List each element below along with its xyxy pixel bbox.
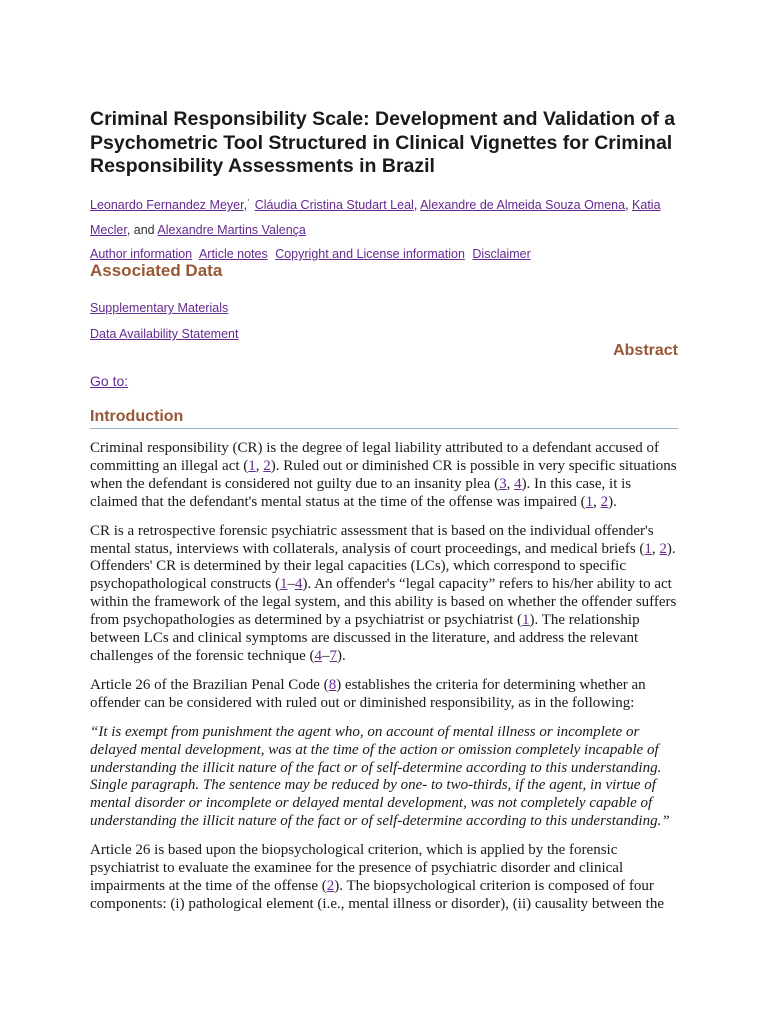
reference-link[interactable]: 4 [514, 475, 522, 492]
reference-link[interactable]: 3 [499, 475, 507, 492]
introduction-heading: Introduction [90, 408, 678, 429]
author-separator: , and [126, 223, 158, 237]
text-run: , [255, 457, 264, 474]
paragraph-2 [90, 523, 680, 666]
author-link-omena[interactable]: Alexandre de Almeida Souza Omena [420, 198, 626, 212]
penal-code-quote: “It is exempt from punishment the agent who, on account of mental illness or incomplete or delayed mental development, was at the time of the action or omission completely incapable of understanding the illicit nature of the fact or of self-determine according to this understanding. Single paragraph. The sentence may be reduced by one- to two-thirds, if the agent, in virtue of mental disorder or incomplete or delayed mental development, was not completely capable of understanding the illicit nature of the fact or of self-determine according to this understanding.” [90, 723, 670, 830]
text-run: CR is a retrospective forensic psychiatric assessment that is based on the individual offender's mental status, interviews with collaterals, analysis of court proceedings, and medical briefs ( [90, 522, 654, 557]
text-run: ). An offender's “legal capacity” refers to his/her ability to act within the framework of the legal system, and this ability is based on whether the offender suffers from psychopathologies as determined by a psychiatrist or psychiatrist ( [90, 576, 677, 629]
author-link-mecler[interactable]: Katia Mecler [90, 198, 661, 237]
text-run: – [287, 576, 295, 593]
reference-link[interactable]: 1 [585, 493, 594, 510]
reference-link[interactable]: 2 [659, 540, 667, 557]
article-title: Criminal Responsibility Scale: Development and Validation of a Psychometric Tool Structured in Clinical Vignettes for Criminal Responsibility Assessments in Brazil [90, 108, 676, 177]
text-run: ). Offenders' CR is determined by their legal capacities (LCs), which correspond to specific psychopathological constructs ( [90, 540, 676, 593]
text-run: – [322, 647, 330, 664]
author-link-leal[interactable]: Cláudia Cristina Studart Leal [254, 198, 414, 212]
reference-link[interactable]: 4 [314, 647, 322, 664]
author-link-meyer[interactable]: Leonardo Fernandez Meyer [90, 198, 244, 212]
paragraph-3 [90, 677, 680, 713]
text-run: Article 26 of the Brazilian Penal Code ( [90, 676, 329, 693]
reference-link[interactable]: 2 [263, 457, 271, 474]
author-separator: , [413, 198, 421, 212]
author-information-link[interactable]: Author information [90, 247, 193, 261]
text-run: , [506, 475, 515, 492]
article-info-links [90, 246, 678, 262]
goto-link[interactable]: Go to: [90, 373, 129, 389]
text-run: , [593, 493, 601, 510]
reference-link[interactable]: 1 [248, 457, 256, 474]
text-run: ). Ruled out or diminished CR is possible in very specific situations when the defendant is considered not guilty due to an insanity plea ( [90, 457, 677, 492]
reference-link[interactable]: 7 [329, 647, 337, 664]
text-run: ). The biopsychological criterion is composed of four components: (i) pathological element (i.e., mental illness or disorder), (ii) causality between the [90, 877, 664, 912]
text-run: Criminal responsibility (CR) is the degree of legal liability attributed to a defendant accused of committing an illegal act ( [90, 440, 660, 474]
text-run: ). The relationship between LCs and clinical symptoms are discussed in the literature, and address the relevant challenges of the forensic technique ( [90, 612, 640, 664]
text-run: , [651, 540, 660, 557]
text-run: Article 26 is based upon the biopsychological criterion, which is applied by the forensic psychiatrist to evaluate the examinee for the presence of psychiatric disorder and clinical impairments at the time of the offense ( [90, 842, 624, 894]
introduction-body [90, 440, 680, 925]
text-run: ). In this case, it is claimed that the defendant's mental status at the time of the offense was impaired ( [90, 475, 632, 510]
reference-link[interactable]: 1 [644, 540, 652, 557]
supplementary-materials-link[interactable]: Supplementary Materials [90, 301, 229, 315]
article-notes-link[interactable]: Article notes [198, 247, 268, 261]
text-run: ). [608, 493, 617, 510]
paragraph-1 [90, 440, 680, 512]
associated-data-heading: Associated Data [90, 261, 223, 280]
text-run: ). [337, 647, 346, 664]
reference-link[interactable]: 1 [521, 612, 530, 629]
reference-link[interactable]: 1 [279, 576, 288, 593]
data-availability-link[interactable]: Data Availability Statement [90, 327, 239, 341]
disclaimer-link[interactable]: Disclaimer [472, 247, 531, 261]
text-run: ) establishes the criteria for determining whether an offender can be considered with ruled out or diminished responsibility, as in the following: [90, 676, 646, 711]
author-list [90, 193, 678, 243]
abstract-heading: Abstract [613, 342, 678, 359]
reference-link[interactable]: 4 [294, 576, 303, 593]
reference-link[interactable]: 2 [600, 493, 609, 510]
copyright-license-link[interactable]: Copyright and License information [275, 247, 465, 261]
reference-link[interactable]: 2 [326, 877, 335, 894]
author-separator: ,˙ [243, 198, 255, 212]
author-link-valenca[interactable]: Alexandre Martins Valença [157, 223, 306, 237]
paragraph-4 [90, 842, 680, 914]
author-separator: , [625, 198, 633, 212]
reference-link[interactable]: 8 [328, 676, 337, 693]
